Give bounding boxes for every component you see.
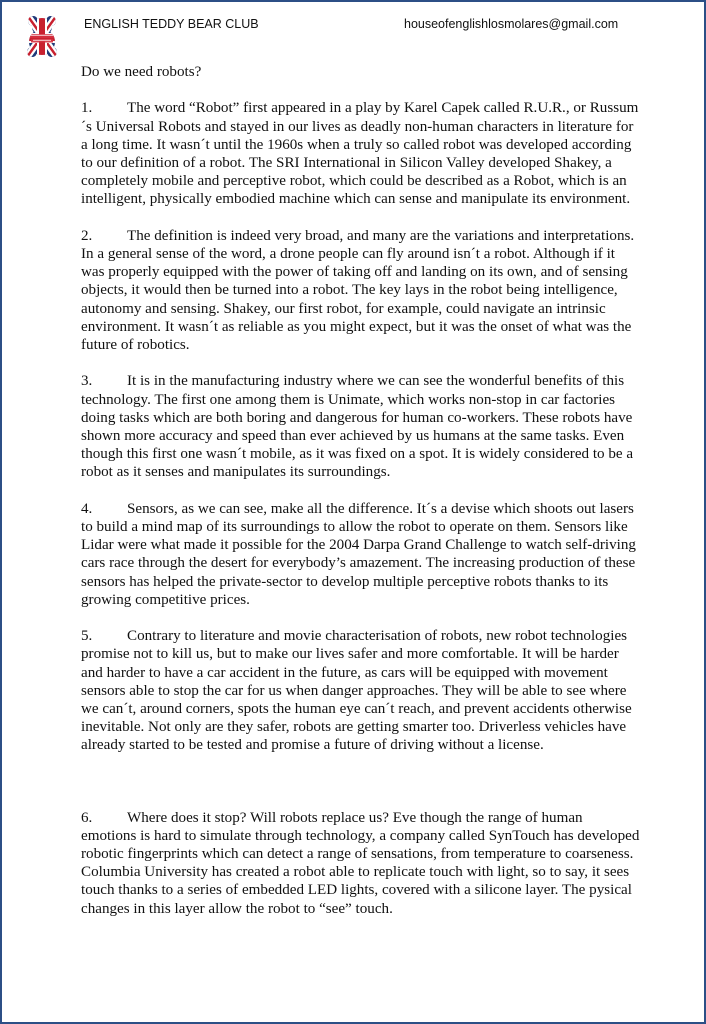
- document-body: [81, 63, 641, 936]
- contact-email: houseofenglishlosmolares@gmail.com: [404, 17, 619, 31]
- club-name: ENGLISH TEDDY BEAR CLUB: [84, 17, 259, 31]
- paragraph-number: 1.: [81, 100, 93, 117]
- teddy-bear-logo-icon: [27, 15, 57, 57]
- paragraph-text: The word “Robot” first appeared in a play by Karel Capek called R.U.R., or Russum´s Universal Robots and stayed in our lives as deadly non-human characters in literature for a long time. It wasn´t until the 1960s when a truly so called robot was developed according to our definition of a robot. The SRI International in Silicon Valley developed Shakey, a completely mobile and perceptive robot, which could be described as a Robot, which is an intelligent, physically embodied machine which can sense and manipulate its environment.: [81, 100, 639, 208]
- paragraph-text: It is in the manufacturing industry where we can see the wonderful benefits of this technology. The first one among them is Unimate, which works non-stop in car factories doing tasks which are both boring and dangerous for human co-workers. These robots have shown more accuracy and speed than ever achieved by us humans at the same tasks. Even though this first one wasn´t mobile, as it was fixed on a spot. It is widely considered to be a robot as it senses and manipulates its surroundings.: [81, 373, 634, 481]
- paragraph-text: Contrary to literature and movie characterisation of robots, new robot technologies promise not to kill us, but to make our lives safer and more comfortable. It will be harder and harder to have a car accident in the future, as cars will be equipped with movement sensors able to stop the car for us when danger approaches. They will be able to see where we can´t, around corners, spots the human eye can´t reach, and prevent accidents otherwise inevitable. Not only are they safer, robots are getting smarter too. Driverless vehicles have already started to be tested and promise a future of driving without a license.: [81, 628, 632, 754]
- paragraph-number: 2.: [81, 227, 93, 244]
- paragraph-1: [81, 99, 641, 208]
- paragraph-text: Sensors, as we can see, make all the difference. It´s a devise which shoots out lasers to build a mind map of its surroundings to allow the robot to operate on them. Sensors like Lidar were what made it possible for the 2004 Darpa Grand Challenge to watch self-driving cars race through the desert for everybody’s amazement. The increasing production of these sensors has helped the private-sector to develop multiple perceptive robots thanks to its growing competitive prices.: [81, 500, 636, 608]
- paragraph-number: 6.: [81, 809, 93, 826]
- paragraph-text: The definition is indeed very broad, and many are the variations and interpretations. In a general sense of the word, a drone people can fly around isn´t a robot. Although if it was properly equipped with the power of taking off and landing on its own, and of sensing objects, it would then be turned into a robot. The key lays in the robot being intelligence, autonomy and sensing. Shakey, our first robot, for example, could navigate an intrinsic environment. It wasn´t as reliable as you might expect, but it was the onset of what was the future of robotics.: [81, 227, 635, 354]
- paragraph-2: [81, 227, 641, 354]
- paragraph-3: [81, 372, 641, 481]
- paragraph-number: 3.: [81, 373, 93, 390]
- paragraph-6: [81, 809, 641, 918]
- paragraph-5: [81, 627, 641, 754]
- paragraph-text: Where does it stop? Will robots replace us? Eve though the range of human emotions is hard to simulate through technology, a company called SynTouch has developed robotic fingerprints which can detect a range of sensations, from temperature to coarseness. Columbia University has created a robot able to replicate touch with light, so to say, it sees touch thanks to a series of embedded LED lights, covered with a silicone layer. The pysical changes in this layer allow the robot to “see” touch.: [81, 809, 640, 917]
- paragraph-4: [81, 500, 641, 609]
- paragraph-number: 4.: [81, 500, 93, 517]
- paragraph-number: 5.: [81, 628, 93, 645]
- document-title: Do we need robots?: [81, 64, 202, 80]
